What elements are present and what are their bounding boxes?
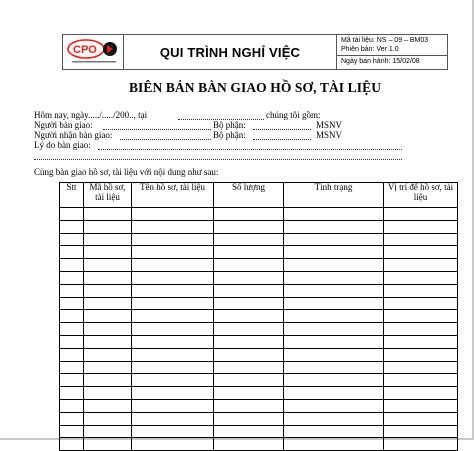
table-cell[interactable]: [384, 387, 458, 400]
table-row: [60, 348, 458, 361]
table-cell[interactable]: [384, 323, 458, 336]
table-cell[interactable]: [214, 208, 284, 221]
table-cell[interactable]: [284, 361, 384, 374]
handover-dept-field[interactable]: [253, 129, 311, 130]
table-cell[interactable]: [84, 387, 132, 400]
table-cell[interactable]: [84, 246, 132, 259]
svg-text:CPO: CPO: [73, 44, 97, 56]
table-header-row: [60, 183, 458, 208]
table-row: [60, 259, 458, 272]
table-cell[interactable]: [60, 310, 84, 323]
table-cell[interactable]: [132, 233, 214, 246]
handover-dept-label: Bộ phận:: [213, 120, 246, 130]
table-cell[interactable]: [284, 425, 384, 438]
handover-msnv-label: MSNV: [316, 120, 343, 130]
table-cell[interactable]: [84, 412, 132, 425]
table-cell[interactable]: [132, 271, 214, 284]
table-cell[interactable]: [214, 374, 284, 387]
table-cell[interactable]: [214, 284, 284, 297]
table-cell[interactable]: [214, 259, 284, 272]
col-condition: Tình trạng: [284, 183, 384, 208]
table-cell[interactable]: [60, 259, 84, 272]
table-cell[interactable]: [214, 348, 284, 361]
table-cell[interactable]: [132, 297, 214, 310]
table-cell[interactable]: [214, 412, 284, 425]
table-cell[interactable]: [132, 425, 214, 438]
table-cell[interactable]: [60, 233, 84, 246]
table-cell[interactable]: [284, 374, 384, 387]
table-cell[interactable]: [384, 374, 458, 387]
table-row: [60, 208, 458, 221]
document-title: BIÊN BẢN BÀN GIAO HỒ SƠ, TÀI LIỆU: [128, 80, 382, 95]
line1-suffix: chúng tôi gồm:: [266, 110, 321, 120]
doc-code: Mã tài liệu: NS – 09 – BM03: [341, 37, 429, 44]
table-cell[interactable]: [84, 220, 132, 233]
table-cell[interactable]: [384, 361, 458, 374]
table-cell[interactable]: [384, 399, 458, 412]
table-cell[interactable]: [84, 259, 132, 272]
table-row: [60, 425, 458, 438]
table-row: [60, 271, 458, 284]
table-row: [60, 220, 458, 233]
receiver-label: Người nhận bàn giao:: [34, 130, 113, 140]
table-cell[interactable]: [214, 220, 284, 233]
table-cell[interactable]: [284, 297, 384, 310]
table-cell[interactable]: [132, 310, 214, 323]
table-cell[interactable]: [284, 259, 384, 272]
table-cell[interactable]: [60, 335, 84, 348]
table-cell[interactable]: [84, 399, 132, 412]
table-cell[interactable]: [214, 297, 284, 310]
reason-field[interactable]: [98, 149, 402, 150]
table-cell[interactable]: [132, 348, 214, 361]
table-body: [60, 208, 458, 451]
table-cell[interactable]: [132, 246, 214, 259]
col-stt: Stt: [60, 183, 84, 208]
table-cell[interactable]: [84, 310, 132, 323]
table-cell[interactable]: [84, 361, 132, 374]
table-cell[interactable]: [214, 246, 284, 259]
table-cell[interactable]: [84, 297, 132, 310]
table-cell[interactable]: [132, 220, 214, 233]
table-cell[interactable]: [214, 335, 284, 348]
table-cell[interactable]: [284, 399, 384, 412]
table-cell[interactable]: [384, 310, 458, 323]
table-row: [60, 399, 458, 412]
table-row: [60, 387, 458, 400]
table-cell[interactable]: [214, 233, 284, 246]
table-cell[interactable]: [284, 233, 384, 246]
table-row: [60, 323, 458, 336]
table-row: [60, 335, 458, 348]
table-cell[interactable]: [384, 208, 458, 221]
document-meta: [337, 35, 447, 69]
receiver-dept-label: Bộ phận:: [213, 130, 246, 140]
table-cell[interactable]: [84, 425, 132, 438]
table-cell[interactable]: [60, 284, 84, 297]
table-cell[interactable]: [60, 399, 84, 412]
issue-date: Ngày ban hành: 15/02/08: [337, 55, 447, 66]
doc-version: Phiên bản: Ver 1.0: [341, 46, 399, 54]
table-cell[interactable]: [284, 323, 384, 336]
table-cell[interactable]: [384, 284, 458, 297]
table-cell[interactable]: [60, 297, 84, 310]
table-cell[interactable]: [84, 335, 132, 348]
table-cell[interactable]: [384, 335, 458, 348]
table-cell[interactable]: [384, 425, 458, 438]
table-cell[interactable]: [384, 271, 458, 284]
table-cell[interactable]: [132, 323, 214, 336]
table-cell[interactable]: [84, 284, 132, 297]
handover-label: Người bàn giao:: [34, 120, 93, 130]
table-cell[interactable]: [84, 208, 132, 221]
receiver-msnv-label: MSNV: [316, 130, 343, 140]
table-cell[interactable]: [84, 348, 132, 361]
intro-text: Cùng bàn giao hồ sơ, tài liệu với nội dung như sau:: [34, 167, 219, 177]
table-row: [60, 374, 458, 387]
table-cell[interactable]: [284, 284, 384, 297]
table-cell[interactable]: [284, 348, 384, 361]
table-cell[interactable]: [214, 323, 284, 336]
table-cell[interactable]: [60, 374, 84, 387]
table-cell[interactable]: [284, 335, 384, 348]
col-doc-name: Tên hồ sơ, tài liệu: [132, 183, 214, 208]
table-cell[interactable]: [132, 335, 214, 348]
table-cell[interactable]: [60, 348, 84, 361]
table-cell[interactable]: [60, 271, 84, 284]
table-cell[interactable]: [284, 246, 384, 259]
table-cell[interactable]: [84, 271, 132, 284]
cpo-logo-icon: [66, 37, 120, 67]
reason-field-line2[interactable]: [34, 159, 402, 160]
table-row: [60, 361, 458, 374]
table-cell[interactable]: [60, 208, 84, 221]
handover-table: [59, 182, 458, 451]
table-cell[interactable]: [284, 271, 384, 284]
table-cell[interactable]: [132, 399, 214, 412]
document-page: [8, 0, 460, 440]
table-cell[interactable]: [132, 374, 214, 387]
receiver-name-field[interactable]: [120, 139, 211, 140]
table-cell[interactable]: [214, 399, 284, 412]
table-cell[interactable]: [284, 412, 384, 425]
table-cell[interactable]: [84, 374, 132, 387]
col-quantity: Số lượng: [214, 183, 284, 208]
table-cell[interactable]: [60, 425, 84, 438]
table-cell[interactable]: [60, 412, 84, 425]
handover-name-field[interactable]: [103, 129, 211, 130]
table-cell[interactable]: [132, 208, 214, 221]
col-location: Vị trí để hồ sơ, tài liệu: [384, 183, 458, 208]
reason-label: Lý do bàn giao:: [34, 140, 91, 150]
table-row: [60, 310, 458, 323]
table-cell[interactable]: [214, 361, 284, 374]
header-table: [62, 34, 448, 70]
table-cell[interactable]: [84, 323, 132, 336]
table-cell[interactable]: [132, 284, 214, 297]
table-cell[interactable]: [284, 310, 384, 323]
process-title: QUI TRÌNH NGHỈ VIỆC: [124, 35, 337, 69]
table-cell[interactable]: [214, 387, 284, 400]
table-cell[interactable]: [132, 412, 214, 425]
table-cell[interactable]: [384, 233, 458, 246]
company-logo: [63, 35, 124, 69]
table-cell[interactable]: [60, 387, 84, 400]
table-cell[interactable]: [132, 387, 214, 400]
table-cell[interactable]: [384, 259, 458, 272]
table-cell[interactable]: [384, 297, 458, 310]
table-cell[interactable]: [132, 361, 214, 374]
table-cell[interactable]: [60, 220, 84, 233]
table-cell[interactable]: [384, 220, 458, 233]
table-cell[interactable]: [284, 220, 384, 233]
table-row: [60, 284, 458, 297]
table-cell[interactable]: [60, 361, 84, 374]
table-cell[interactable]: [84, 233, 132, 246]
table-cell[interactable]: [384, 348, 458, 361]
table-cell[interactable]: [384, 246, 458, 259]
table-cell[interactable]: [214, 310, 284, 323]
table-row: [60, 412, 458, 425]
table-cell[interactable]: [384, 412, 458, 425]
receiver-dept-field[interactable]: [253, 139, 311, 140]
table-row: [60, 233, 458, 246]
table-cell[interactable]: [214, 425, 284, 438]
table-cell[interactable]: [284, 387, 384, 400]
table-cell[interactable]: [214, 271, 284, 284]
table-row: [60, 246, 458, 259]
line1-prefix: Hôm nay, ngày...../...../200.., tại: [34, 110, 148, 120]
table-cell[interactable]: [60, 246, 84, 259]
table-cell[interactable]: [60, 323, 84, 336]
table-cell[interactable]: [284, 208, 384, 221]
col-doc-code: Mã hồ sơ, tài liệu: [84, 183, 132, 208]
table-cell[interactable]: [132, 259, 214, 272]
table-row: [60, 297, 458, 310]
